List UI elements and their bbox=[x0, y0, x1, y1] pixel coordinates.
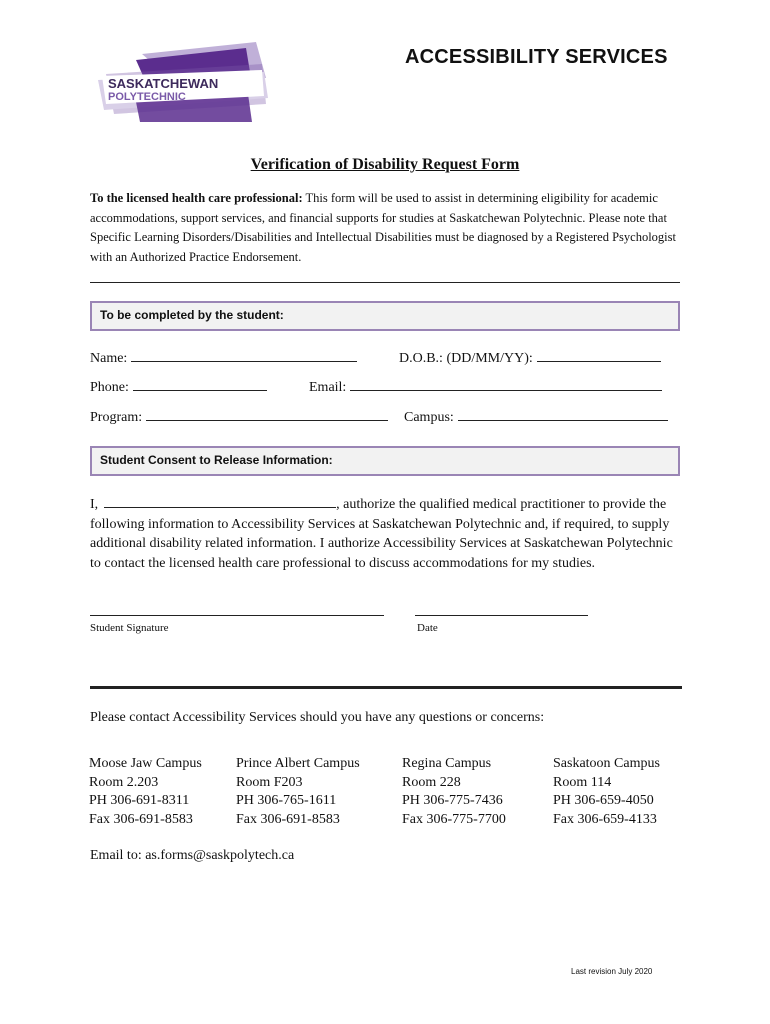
consent-name-input-line[interactable] bbox=[104, 494, 336, 508]
signature-label: Student Signature bbox=[90, 622, 169, 634]
campus-room: Room 114 bbox=[553, 774, 612, 790]
program-field[interactable] bbox=[90, 407, 388, 426]
campus-block-prince-albert bbox=[236, 755, 360, 829]
campus-label: Campus: bbox=[404, 410, 454, 425]
phone-input-line[interactable] bbox=[133, 377, 267, 391]
email-input-line[interactable] bbox=[350, 377, 662, 391]
program-input-line[interactable] bbox=[146, 407, 388, 421]
name-input-line[interactable] bbox=[131, 348, 357, 362]
campus-phone: PH 306-691-8311 bbox=[89, 793, 190, 808]
svg-text:POLYTECHNIC: POLYTECHNIC bbox=[108, 91, 186, 103]
phone-field[interactable] bbox=[90, 377, 267, 396]
campus-name: Moose Jaw Campus bbox=[89, 756, 202, 771]
name-label: Name: bbox=[90, 351, 128, 366]
consent-prefix: I, bbox=[90, 497, 99, 512]
campus-name: Regina Campus bbox=[402, 756, 492, 771]
dob-field[interactable] bbox=[399, 348, 661, 367]
date-input-line[interactable] bbox=[415, 615, 588, 616]
campus-field[interactable] bbox=[404, 407, 668, 426]
campus-room: Room 2.203 bbox=[89, 774, 159, 790]
campus-room: Room F203 bbox=[236, 774, 303, 790]
campus-block-moose-jaw bbox=[89, 755, 202, 829]
consent-paragraph bbox=[90, 494, 682, 573]
campus-name: Prince Albert Campus bbox=[236, 756, 360, 771]
campus-fax: Fax 306-691-8583 bbox=[89, 811, 193, 827]
phone-label: Phone: bbox=[90, 380, 129, 395]
intro-lead: To the licensed health care professional: bbox=[90, 191, 303, 205]
campus-fax: Fax 306-775-7700 bbox=[402, 811, 506, 827]
contact-divider bbox=[90, 686, 682, 689]
dob-label: D.O.B.: (DD/MM/YY): bbox=[399, 351, 533, 366]
page-header-title: ACCESSIBILITY SERVICES bbox=[405, 46, 668, 68]
intro-paragraph bbox=[90, 189, 680, 267]
consent-section-header bbox=[90, 446, 680, 476]
campus-name: Saskatoon Campus bbox=[553, 756, 660, 771]
campus-phone: PH 306-775-7436 bbox=[402, 793, 503, 808]
revision-note: Last revision July 2020 bbox=[571, 967, 653, 976]
consent-section-title: Student Consent to Release Information: bbox=[100, 453, 333, 467]
campus-block-regina bbox=[402, 755, 506, 829]
date-label: Date bbox=[417, 622, 438, 634]
email-field[interactable] bbox=[309, 377, 662, 396]
campus-phone: PH 306-659-4050 bbox=[553, 793, 654, 808]
campus-room: Room 228 bbox=[402, 774, 461, 790]
section-divider bbox=[90, 282, 680, 283]
intro-text: This form will be used to assist in determining eligibility for academic accommodations, support services, and financial supports for studies at Saskatchewan Polytechnic. Please note that Specific Learning Disorders/Disabilities and Intellectual Disabilities must be diagnosed by a Registered Psychologist with an Authorized Practice Endorsement. bbox=[90, 191, 676, 264]
email-label: Email: bbox=[309, 380, 347, 395]
program-label: Program: bbox=[90, 410, 143, 425]
svg-text:SASKATCHEWAN: SASKATCHEWAN bbox=[108, 76, 219, 91]
student-section-title: To be completed by the student: bbox=[100, 308, 284, 322]
campus-phone: PH 306-765-1611 bbox=[236, 793, 337, 808]
dob-input-line[interactable] bbox=[537, 348, 661, 362]
campus-fax: Fax 306-691-8583 bbox=[236, 811, 340, 827]
contact-email: Email to: as.forms@saskpolytech.ca bbox=[90, 848, 295, 863]
signature-input-line[interactable] bbox=[90, 615, 384, 616]
campus-input-line[interactable] bbox=[458, 407, 668, 421]
form-title: Verification of Disability Request Form bbox=[250, 156, 520, 173]
name-field[interactable] bbox=[90, 348, 357, 367]
student-section-header bbox=[90, 301, 680, 331]
consent-text: , authorize the qualified medical practitioner to provide the following information to Accessibility Services at Saskatchewan Polytechnic and, if required, to supply additional disability related information. I authorize Accessibility Services at Saskatchewan Polytechnic to contact the licensed health care professional to discuss accommodations for my studies. bbox=[90, 497, 673, 571]
saskpolytech-logo bbox=[96, 40, 272, 122]
campus-block-saskatoon bbox=[553, 755, 660, 829]
campus-fax: Fax 306-659-4133 bbox=[553, 811, 657, 827]
contact-intro: Please contact Accessibility Services should you have any questions or concerns: bbox=[90, 710, 545, 725]
